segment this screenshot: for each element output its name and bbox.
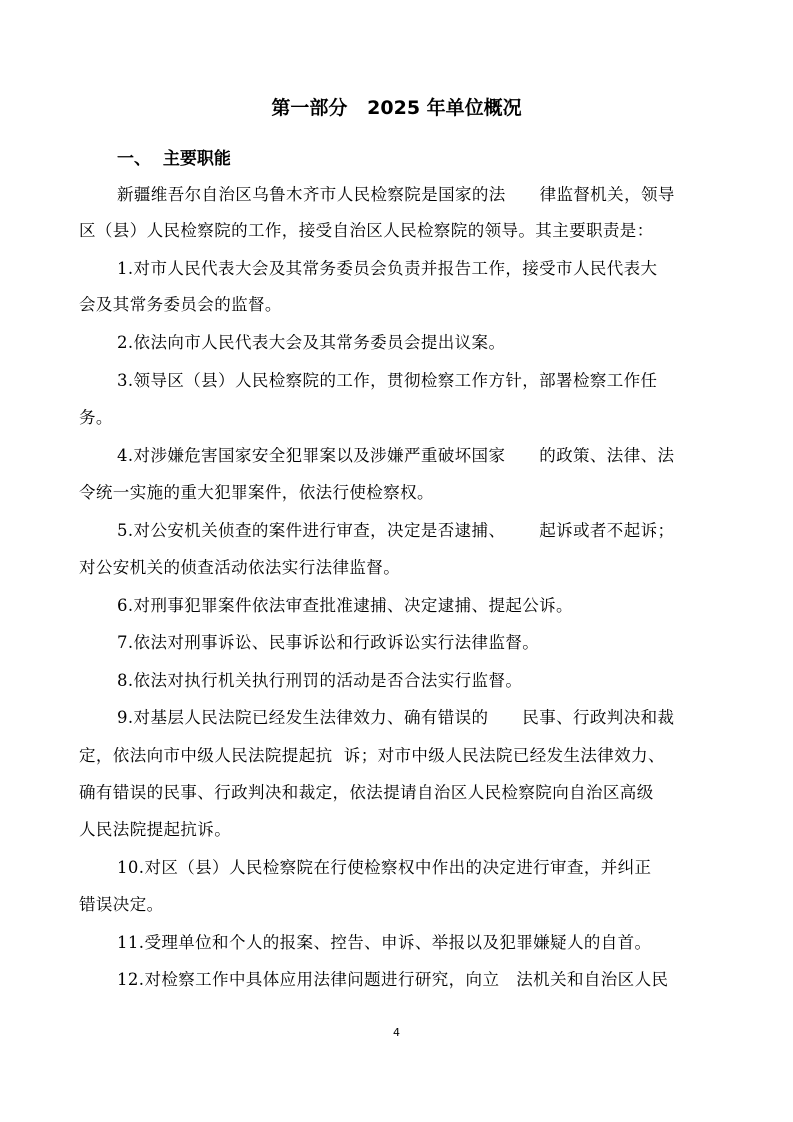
paragraph-line: 4.对涉嫌危害国家安全犯罪案以及涉嫌严重破坏国家 的政策、法律、法 <box>117 446 675 465</box>
paragraph-line: 5.对公安机关侦查的案件进行审查，决定是否逮捕、 起诉或者不起诉； <box>117 521 675 540</box>
paragraph-line: 错误决定。 <box>79 895 164 914</box>
paragraph-line: 令统一实施的重大犯罪案件，依法行使检察权。 <box>79 483 434 502</box>
paragraph-line: 人民法院提起抗诉。 <box>79 820 232 839</box>
paragraph-line: 对公安机关的侦查活动依法实行法律监督。 <box>79 558 401 577</box>
paragraph-line: 2.依法向市人民代表大会及其常务委员会提出议案。 <box>117 333 506 352</box>
page-number: 4 <box>393 1026 400 1039</box>
paragraph-line: 6.对刑事犯罪案件依法审查批准逮捕、决定逮捕、提起公诉。 <box>117 596 573 615</box>
paragraph-line: 9.对基层人民法院已经发生法律效力、确有错误的 民事、行政判决和裁 <box>117 708 675 727</box>
section-heading: 一、 主要职能 <box>117 149 231 169</box>
paragraph-line: 11.受理单位和个人的报案、控告、申诉、举报以及犯罪嫌疑人的自首。 <box>117 933 652 952</box>
paragraph-line: 确有错误的民事、行政判决和裁定，依法提请自治区人民检察院向自治区高级 <box>79 783 654 802</box>
page-title: 第一部分 2025 年单位概况 <box>271 97 522 119</box>
paragraph-line: 10.对区（县）人民检察院在行使检察权中作出的决定进行审查，并纠正 <box>117 858 652 877</box>
paragraph-line: 3.领导区（县）人民检察院的工作，贯彻检察工作方针，部署检察工作任 <box>117 371 658 390</box>
paragraph-line: 1.对市人民代表大会及其常务委员会负责并报告工作，接受市人民代表大 <box>117 259 658 278</box>
paragraph-line: 会及其常务委员会的监督。 <box>79 295 282 314</box>
paragraph-line: 12.对检察工作中具体应用法律问题进行研究，向立 法机关和自治区人民 <box>117 970 669 989</box>
paragraph-line: 务。 <box>79 408 113 427</box>
paragraph-line: 定，依法向市中级人民法院提起抗 诉；对市中级人民法院已经发生法律效力、 <box>79 746 665 765</box>
paragraph-line: 区（县）人民检察院的工作，接受自治区人民检察院的领导。其主要职责是： <box>79 221 654 240</box>
paragraph-line: 新疆维吾尔自治区乌鲁木齐市人民检察院是国家的法 律监督机关，领导 <box>117 185 675 204</box>
paragraph-line: 7.依法对刑事诉讼、民事诉讼和行政诉讼实行法律监督。 <box>117 633 540 652</box>
paragraph-line: 8.依法对执行机关执行刑罚的活动是否合法实行监督。 <box>117 671 523 690</box>
